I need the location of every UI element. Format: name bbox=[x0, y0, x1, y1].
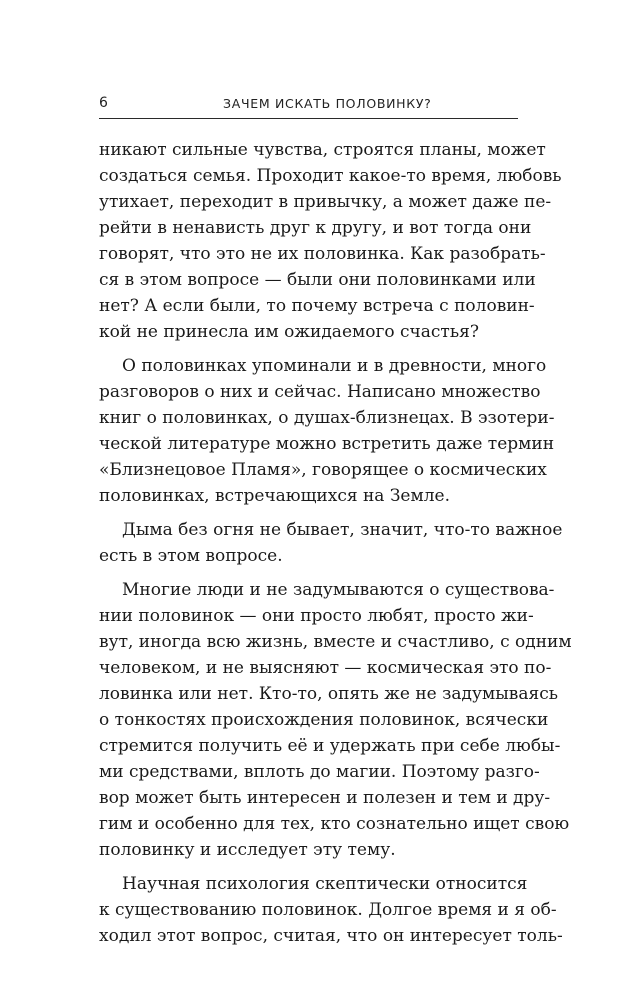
running-title: ЗАЧЕМ ИСКАТЬ ПОЛОВИНКУ? bbox=[223, 96, 432, 111]
text-line: Дыма без огня не бывает, значит, что-то важное bbox=[122, 520, 563, 540]
text-line: стремится получить её и удержать при себе любы- bbox=[99, 736, 561, 756]
text-line: ходил этот вопрос, считая, что он интересует толь- bbox=[99, 926, 563, 946]
text-line: нет? А если были, то почему встреча с половин- bbox=[99, 296, 535, 316]
body-text bbox=[99, 137, 572, 957]
paragraph bbox=[99, 353, 555, 509]
text-line: ческой литературе можно встретить даже термин bbox=[99, 434, 555, 454]
text-line: создаться семья. Проходит какое-то время, любовь bbox=[99, 166, 562, 186]
text-line: ми средствами, вплоть до магии. Поэтому разго- bbox=[99, 762, 540, 782]
paragraph bbox=[99, 517, 563, 569]
text-line: нии половинок — они просто любят, просто жи- bbox=[99, 606, 534, 626]
text-line: половинках, встречающихся на Земле. bbox=[99, 486, 450, 506]
text-line: ловинка или нет. Кто-то, опять же не задумываясь bbox=[99, 684, 558, 704]
text-line: есть в этом вопросе. bbox=[99, 546, 283, 566]
text-line: книг о половинках, о душах-близнецах. В эзотери- bbox=[99, 408, 555, 428]
page-header bbox=[99, 94, 518, 119]
text-line: вут, иногда всю жизнь, вместе и счастливо, с одним bbox=[99, 632, 572, 652]
text-line: человеком, и не выясняют — космическая это по- bbox=[99, 658, 552, 678]
paragraph bbox=[99, 871, 563, 949]
text-line: Многие люди и не задумываются о существова- bbox=[122, 580, 555, 600]
text-line: половинку и исследует эту тему. bbox=[99, 840, 396, 860]
text-line: Научная психология скептически относится bbox=[122, 874, 528, 894]
text-line: «Близнецовое Пламя», говорящее о космических bbox=[99, 460, 547, 480]
text-line: гим и особенно для тех, кто сознательно ищет свою bbox=[99, 814, 570, 834]
paragraph bbox=[99, 137, 562, 345]
text-line: утихает, переходит в привычку, а может даже пе- bbox=[99, 192, 552, 212]
text-line: о тонкостях происхождения половинок, всячески bbox=[99, 710, 549, 730]
text-line: говорят, что это не их половинка. Как разобрать- bbox=[99, 244, 546, 264]
text-line: разговоров о них и сейчас. Написано множество bbox=[99, 382, 541, 402]
text-line: кой не принесла им ожидаемого счастья? bbox=[99, 322, 479, 342]
text-line: никают сильные чувства, строятся планы, может bbox=[99, 140, 546, 160]
text-line: к существованию половинок. Долгое время и я об- bbox=[99, 900, 557, 920]
text-line: ся в этом вопросе — были они половинками или bbox=[99, 270, 536, 290]
text-line: рейти в ненависть друг к другу, и вот тогда они bbox=[99, 218, 532, 238]
page-number: 6 bbox=[99, 95, 108, 111]
text-line: О половинках упоминали и в древности, много bbox=[122, 356, 547, 376]
paragraph bbox=[99, 577, 572, 863]
text-line: вор может быть интересен и полезен и тем и дру- bbox=[99, 788, 551, 808]
